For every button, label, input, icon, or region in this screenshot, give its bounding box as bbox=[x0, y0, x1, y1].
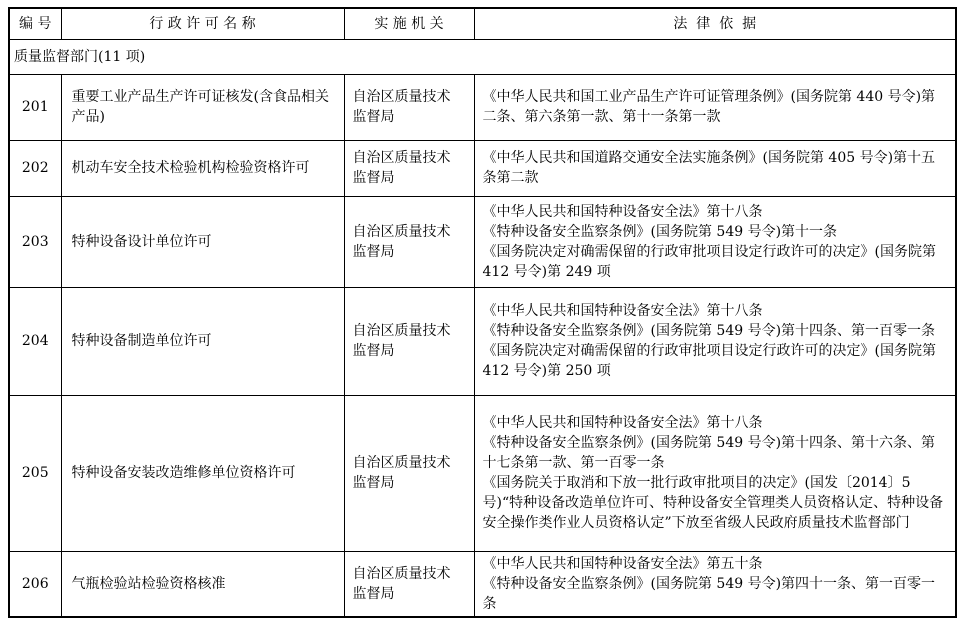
legal-basis-cell bbox=[474, 74, 956, 140]
license-number: 201 bbox=[9, 74, 61, 140]
header-license-name: 行 政 许 可 名 称 bbox=[61, 8, 344, 39]
implementing-agency: 自治区质量技术监督局 bbox=[344, 287, 474, 395]
table-row bbox=[9, 551, 956, 617]
table-row bbox=[9, 140, 956, 196]
license-number: 204 bbox=[9, 287, 61, 395]
legal-basis-cell bbox=[474, 551, 956, 617]
legal-basis-cell bbox=[474, 287, 956, 395]
legal-basis-line: 《特种设备安全监察条例》(国务院第 549 号令)第四十一条、第一百零一条 bbox=[482, 575, 936, 612]
legal-basis-line: 《中华人民共和国工业产品生产许可证管理条例》(国务院第 440 号令)第二条、第六条第一款、第十一条第一款 bbox=[482, 89, 936, 125]
legal-basis-line: 《特种设备安全监察条例》(国务院第 549 号令)第十一条 bbox=[482, 223, 838, 240]
legal-basis-line: 《特种设备安全监察条例》(国务院第 549 号令)第十四条、第十六条、第十七条第一款、第一百零一条 bbox=[482, 435, 936, 471]
license-name: 特种设备制造单位许可 bbox=[61, 287, 344, 395]
legal-basis-line: 《中华人民共和国道路交通安全法实施条例》(国务院第 405 号令)第十五条第二款 bbox=[482, 150, 936, 186]
table-row bbox=[9, 287, 956, 395]
header-agency: 实 施 机 关 bbox=[344, 8, 474, 39]
license-number: 202 bbox=[9, 140, 61, 196]
section-row bbox=[9, 39, 956, 74]
license-number: 205 bbox=[9, 395, 61, 551]
legal-basis-line: 《中华人民共和国特种设备安全法》第五十条 bbox=[482, 555, 763, 572]
header-number: 编 号 bbox=[9, 8, 61, 39]
header-legal-basis: 法 律 依 据 bbox=[474, 8, 956, 39]
license-number: 203 bbox=[9, 196, 61, 287]
implementing-agency: 自治区质量技术监督局 bbox=[344, 196, 474, 287]
table-header-row bbox=[9, 8, 956, 39]
legal-basis-cell bbox=[474, 196, 956, 287]
license-name: 特种设备安装改造维修单位资格许可 bbox=[61, 395, 344, 551]
implementing-agency: 自治区质量技术监督局 bbox=[344, 395, 474, 551]
legal-basis-line: 《中华人民共和国特种设备安全法》第十八条 bbox=[482, 303, 763, 319]
admin-license-table bbox=[8, 7, 957, 618]
license-name: 机动车安全技术检验机构检验资格许可 bbox=[61, 140, 344, 196]
legal-basis-line: 《中华人民共和国特种设备安全法》第十八条 bbox=[482, 415, 763, 431]
license-name: 重要工业产品生产许可证核发(含食品相关产品) bbox=[61, 74, 344, 140]
legal-basis-line: 《国务院决定对确需保留的行政审批项目设定行政许可的决定》(国务院第 412 号令)第 250 项 bbox=[482, 343, 936, 379]
legal-basis-line: 《国务院关于取消和下放一批行政审批项目的决定》(国发〔2014〕5号)“特种设备改造单位许可、特种设备安全管理类人员资格认定、特种设备安全操作类作业人员资格认定”下放至省级人民政府质量技术监督部门 bbox=[482, 475, 944, 531]
legal-basis-cell bbox=[474, 395, 956, 551]
table-body bbox=[9, 39, 956, 617]
section-title: 质量监督部门(11 项) bbox=[9, 39, 956, 74]
implementing-agency: 自治区质量技术监督局 bbox=[344, 551, 474, 617]
license-number: 206 bbox=[9, 551, 61, 617]
table-row bbox=[9, 395, 956, 551]
implementing-agency: 自治区质量技术监督局 bbox=[344, 74, 474, 140]
table-row bbox=[9, 74, 956, 140]
table-row bbox=[9, 196, 956, 287]
document-sheet bbox=[8, 7, 957, 618]
license-name: 特种设备设计单位许可 bbox=[61, 196, 344, 287]
license-name: 气瓶检验站检验资格核准 bbox=[61, 551, 344, 617]
legal-basis-line: 《特种设备安全监察条例》(国务院第 549 号令)第十四条、第一百零一条 bbox=[482, 323, 936, 339]
legal-basis-cell bbox=[474, 140, 956, 196]
implementing-agency: 自治区质量技术监督局 bbox=[344, 140, 474, 196]
legal-basis-line: 《中华人民共和国特种设备安全法》第十八条 bbox=[482, 203, 763, 220]
legal-basis-line: 《国务院决定对确需保留的行政审批项目设定行政许可的决定》(国务院第 412 号令)第 249 项 bbox=[482, 243, 936, 280]
